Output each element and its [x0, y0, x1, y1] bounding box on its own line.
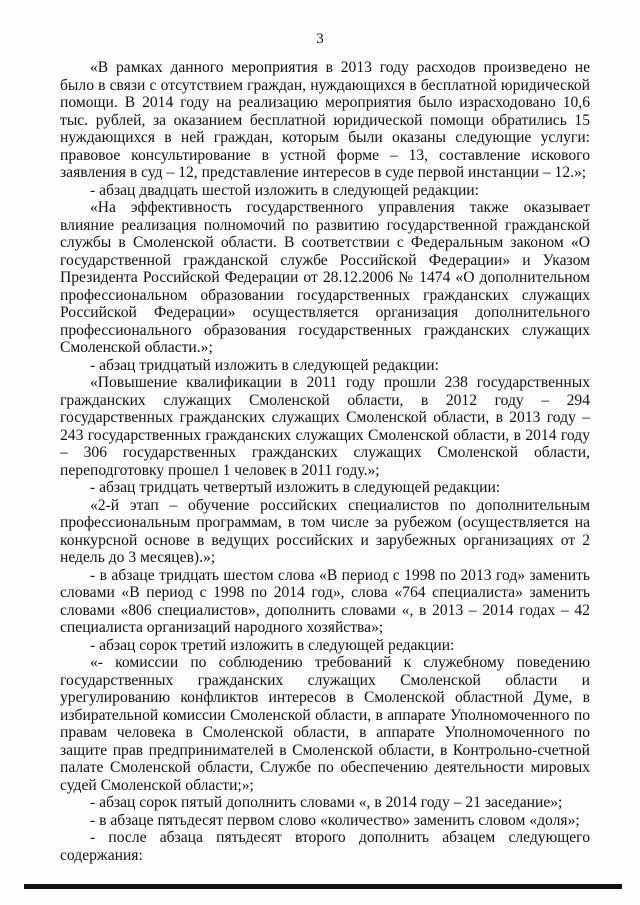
instruction-paragraph-34: - абзац тридцать четвертый изложить в следующей редакции: — [90, 479, 501, 496]
instruction-paragraph-52: - после абзаца пятьдесят второго дополнить абзацем следующего содержания: — [60, 829, 590, 864]
document-body — [60, 59, 590, 864]
instruction-paragraph-36: - в абзаце тридцать шестом слова «В период с 1998 по 2013 год» заменить словами «В период с 1998 по 2014 год», слова «764 специалиста» заменить словами «806 специалистов», дополнить словами «, в 2013 – 2014 годах – 42 специалиста организаций народного хозяйства»; — [60, 566, 590, 636]
paragraph-commissions: «- комиссии по соблюдению требований к служебному поведению государственных гражданских служащих Смоленской области и урегулированию конфликтов интересов в Смоленской областной Думе, в избирательной комиссии Смоленской области, в аппарате Уполномоченного по правам человека в Смоленской области, в аппарате Уполномоченного по защите прав предпринимателей в Смоленской области, в Контрольно-счетной палате Смоленской области, Службе по обеспечению деятельности мировых судей Смоленской области;»; — [60, 654, 590, 794]
paragraph-2013-legal-aid: «В рамках данного мероприятия в 2013 году расходов произведено не было в связи с отсутствием граждан, нуждающихся в бесплатной юридической помощи. В 2014 году на реализацию мероприятия было израсходовано 10,6 тыс. рублей, за оказанием бесплатной юридической помощи обратились 15 нуждающихся в ней граждан, которым были оказаны следующие услуги: правовое консультирование в устной форме – 13, составление искового заявления в суд – 12, представление интересов в суде первой инстанции – 12.»; — [60, 59, 590, 181]
instruction-paragraph-51: - в абзаце пятьдесят первом слово «количество» заменить словом «доля»; — [90, 811, 580, 829]
instruction-paragraph-43: - абзац сорок третий изложить в следующей редакции: — [90, 636, 455, 654]
paragraph-stage-two: «2-й этап – обучение российских специалистов по дополнительным профессиональным программам, в том числе за рубежом (осуществляется на конкурсной основе в ведущих российских и зарубежных организациях от 2 недель до 3 месяцев).»; — [60, 496, 590, 566]
instruction-paragraph-45: - абзац сорок пятый дополнить словами «, в 2014 году – 21 заседание»; — [90, 794, 563, 811]
page-number: 3 — [316, 31, 324, 47]
paragraph-qualification-stats: «Повышение квалификации в 2011 году прошли 238 государственных гражданских служащих Смоленской области, в 2012 году – 294 государственных гражданских служащих Смоленской области, в 2013 году – 243 государственных гражданских служащих Смоленской области, в 2014 году – 306 государственных гражданских служащих Смоленской области, переподготовку прошел 1 человек в 2011 году.»; — [60, 374, 590, 479]
instruction-paragraph-30: - абзац тридцатый изложить в следующей редакции: — [90, 356, 439, 374]
paragraph-civil-service-efficiency: «На эффективность государственного управления также оказывает влияние реализация полномочий по развитию государственной гражданской службы в Смоленской области. В соответствии с Федеральным законом «О государственной гражданской службе Российской Федерации» и Указом Президента Российской Федерации от 28.12.2006 № 1474 «О дополнительном профессиональном образовании государственных гражданских служащих Российской Федерации» осуществляется организация дополнительного профессионального образования государственных гражданских служащих Смоленской области.»; — [60, 199, 590, 356]
bottom-scan-border — [24, 884, 622, 889]
instruction-paragraph-26: - абзац двадцать шестой изложить в следующей редакции: — [90, 181, 479, 199]
